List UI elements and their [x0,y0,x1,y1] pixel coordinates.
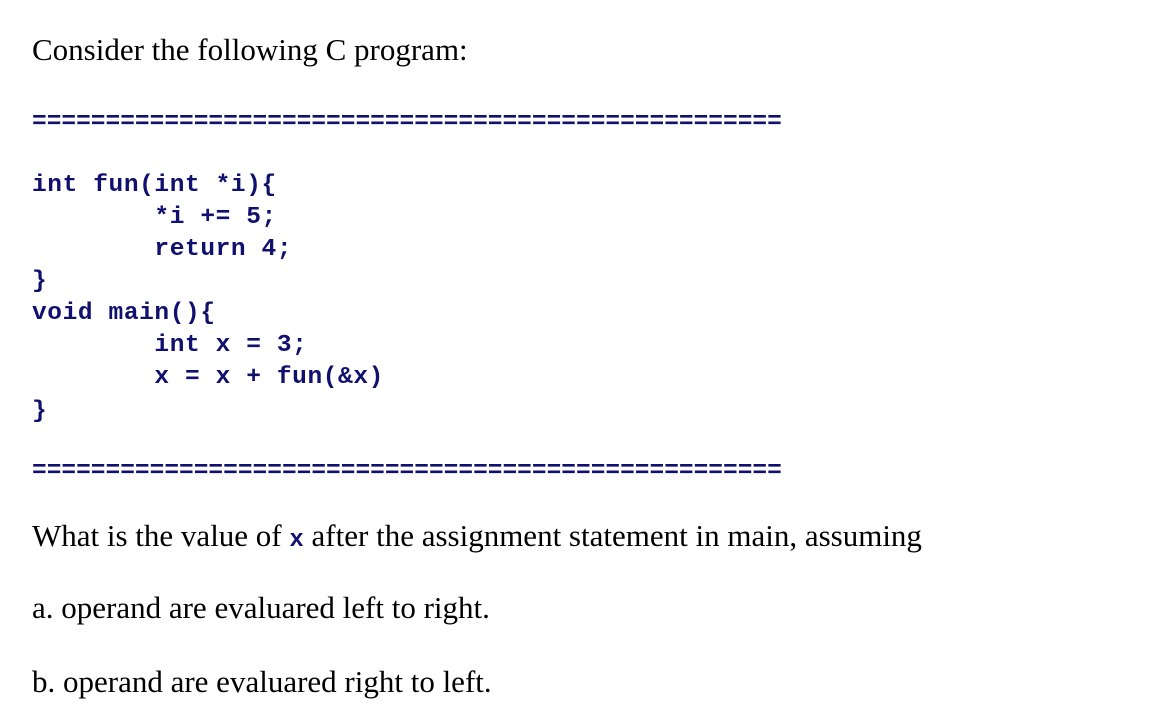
separator-bottom: =================================================== [32,458,782,485]
option-b: b. operand are evaluared right to left. [32,664,492,699]
option-a: a. operand are evaluared left to right. [32,590,490,625]
separator-top: =================================================== [32,109,782,136]
question-before: What is the value of [32,518,290,553]
code-line-5: void main(){ [32,300,216,327]
question-variable: x [289,527,304,554]
code-line-3: return 4; [32,236,293,263]
question-after: after the assignment statement in main, assuming [303,518,922,553]
code-line-6: int x = 3; [32,332,308,359]
code-line-8: } [32,398,48,425]
code-line-1: int fun(int *i){ [32,172,277,199]
code-line-2: *i += 5; [32,204,277,231]
code-line-7: x = x + fun(&x) [32,364,384,391]
intro-text: Consider the following C program: [32,32,468,67]
question-text [32,518,922,559]
code-line-4: } [32,268,48,295]
